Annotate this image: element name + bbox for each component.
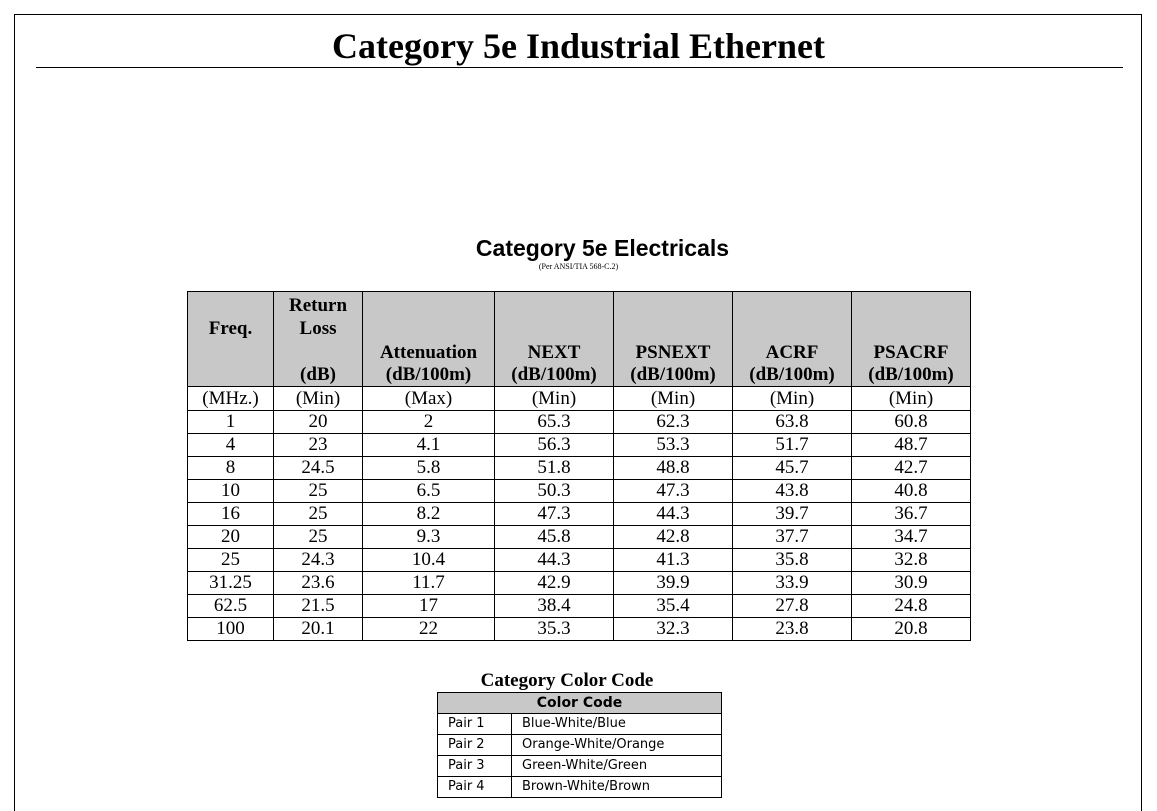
table-cell: 6.5 <box>363 480 495 503</box>
table-cell: 4 <box>188 434 274 457</box>
table-cell: 41.3 <box>614 549 733 572</box>
color-code-header: Color Code <box>438 693 722 714</box>
table-row <box>188 549 971 572</box>
table-cell: 48.8 <box>614 457 733 480</box>
table-cell: 25 <box>274 480 363 503</box>
table-row <box>188 572 971 595</box>
table-cell: 60.8 <box>852 411 971 434</box>
table-cell: 27.8 <box>733 595 852 618</box>
table-row <box>188 457 971 480</box>
col-head-freq: Freq. <box>188 292 274 365</box>
table-cell: 11.7 <box>363 572 495 595</box>
color-code-row <box>438 756 722 777</box>
table-cell: 16 <box>188 503 274 526</box>
col-head-psnext: PSNEXT <box>614 292 733 365</box>
table-cell: 56.3 <box>495 434 614 457</box>
table-cell: 62.3 <box>614 411 733 434</box>
table-cell: 20 <box>274 411 363 434</box>
table-cell: 47.3 <box>614 480 733 503</box>
table-row <box>188 595 971 618</box>
table-cell: 35.8 <box>733 549 852 572</box>
table-cell: 47.3 <box>495 503 614 526</box>
table-cell: 43.8 <box>733 480 852 503</box>
col-limit-freq: (MHz.) <box>188 387 274 411</box>
table-cell: 20.1 <box>274 618 363 641</box>
electricals-subtitle: (Per ANSI/TIA 568-C.2) <box>538 262 619 271</box>
table-cell: 36.7 <box>852 503 971 526</box>
table-cell: 35.3 <box>495 618 614 641</box>
col-head-acrf: ACRF <box>733 292 852 365</box>
col-limit-psnext: (Min) <box>614 387 733 411</box>
table-cell: 34.7 <box>852 526 971 549</box>
col-limit-attenuation: (Max) <box>363 387 495 411</box>
table-cell: 38.4 <box>495 595 614 618</box>
table-cell: 40.8 <box>852 480 971 503</box>
table-cell: 62.5 <box>188 595 274 618</box>
table-cell: 20.8 <box>852 618 971 641</box>
table-cell: 21.5 <box>274 595 363 618</box>
table-cell: 42.9 <box>495 572 614 595</box>
col-head-return-loss: Return Loss <box>274 292 363 365</box>
pair-colors: Blue-White/Blue <box>512 714 722 735</box>
table-cell: 20 <box>188 526 274 549</box>
table-row <box>188 411 971 434</box>
table-cell: 5.8 <box>363 457 495 480</box>
table-cell: 44.3 <box>614 503 733 526</box>
table-row <box>188 480 971 503</box>
pair-colors: Green-White/Green <box>512 756 722 777</box>
col-head-psacrf: PSACRF <box>852 292 971 365</box>
table-cell: 32.3 <box>614 618 733 641</box>
table-cell: 37.7 <box>733 526 852 549</box>
table-cell: 42.7 <box>852 457 971 480</box>
col-unit-psnext: (dB/100m) <box>614 364 733 387</box>
table-cell: 2 <box>363 411 495 434</box>
table-cell: 100 <box>188 618 274 641</box>
table-row <box>188 526 971 549</box>
color-code-table <box>437 692 722 798</box>
table-cell: 24.5 <box>274 457 363 480</box>
table-cell: 45.7 <box>733 457 852 480</box>
table-cell: 39.9 <box>614 572 733 595</box>
col-unit-next: (dB/100m) <box>495 364 614 387</box>
col-unit-attenuation: (dB/100m) <box>363 364 495 387</box>
pair-label: Pair 1 <box>438 714 512 735</box>
col-unit-freq <box>188 364 274 387</box>
table-cell: 51.7 <box>733 434 852 457</box>
pair-label: Pair 4 <box>438 777 512 798</box>
table-cell: 22 <box>363 618 495 641</box>
table-cell: 63.8 <box>733 411 852 434</box>
table-cell: 31.25 <box>188 572 274 595</box>
table-cell: 24.8 <box>852 595 971 618</box>
table-cell: 10 <box>188 480 274 503</box>
table-row <box>188 618 971 641</box>
col-unit-psacrf: (dB/100m) <box>852 364 971 387</box>
col-limit-return-loss: (Min) <box>274 387 363 411</box>
col-limit-acrf: (Min) <box>733 387 852 411</box>
col-unit-acrf: (dB/100m) <box>733 364 852 387</box>
pair-colors: Orange-White/Orange <box>512 735 722 756</box>
table-cell: 1 <box>188 411 274 434</box>
col-limit-next: (Min) <box>495 387 614 411</box>
table-cell: 32.8 <box>852 549 971 572</box>
table-cell: 48.7 <box>852 434 971 457</box>
table-cell: 42.8 <box>614 526 733 549</box>
table-cell: 4.1 <box>363 434 495 457</box>
table-cell: 50.3 <box>495 480 614 503</box>
table-cell: 23 <box>274 434 363 457</box>
title-divider <box>36 67 1123 68</box>
table-cell: 53.3 <box>614 434 733 457</box>
col-head-next: NEXT <box>495 292 614 365</box>
table-cell: 8 <box>188 457 274 480</box>
table-cell: 25 <box>188 549 274 572</box>
table-cell: 51.8 <box>495 457 614 480</box>
table-cell: 23.8 <box>733 618 852 641</box>
color-code-title: Category Color Code <box>480 670 654 691</box>
table-cell: 45.8 <box>495 526 614 549</box>
table-cell: 25 <box>274 503 363 526</box>
pair-label: Pair 3 <box>438 756 512 777</box>
color-code-row <box>438 777 722 798</box>
table-cell: 44.3 <box>495 549 614 572</box>
table-cell: 8.2 <box>363 503 495 526</box>
color-code-row <box>438 735 722 756</box>
table-cell: 9.3 <box>363 526 495 549</box>
color-code-row <box>438 714 722 735</box>
table-cell: 33.9 <box>733 572 852 595</box>
table-row <box>188 434 971 457</box>
col-limit-psacrf: (Min) <box>852 387 971 411</box>
pair-label: Pair 2 <box>438 735 512 756</box>
table-cell: 39.7 <box>733 503 852 526</box>
pair-colors: Brown-White/Brown <box>512 777 722 798</box>
table-cell: 10.4 <box>363 549 495 572</box>
table-cell: 24.3 <box>274 549 363 572</box>
table-cell: 30.9 <box>852 572 971 595</box>
table-row <box>188 503 971 526</box>
col-unit-return-loss: (dB) <box>274 364 363 387</box>
table-cell: 65.3 <box>495 411 614 434</box>
table-cell: 17 <box>363 595 495 618</box>
table-cell: 23.6 <box>274 572 363 595</box>
document-title: Category 5e Industrial Ethernet <box>332 26 825 66</box>
electricals-title: Category 5e Electricals <box>475 235 730 261</box>
table-cell: 35.4 <box>614 595 733 618</box>
table-cell: 25 <box>274 526 363 549</box>
col-head-attenuation: Attenuation <box>363 292 495 365</box>
electricals-table <box>187 291 971 641</box>
